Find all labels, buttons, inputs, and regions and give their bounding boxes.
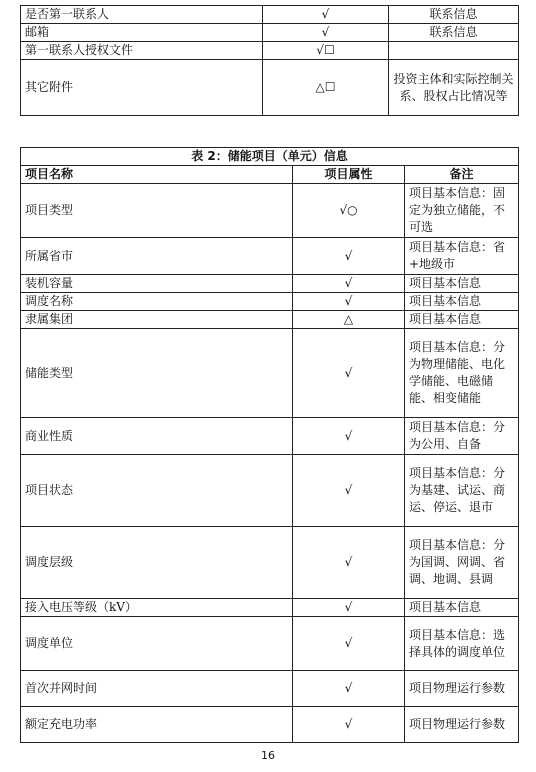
item-name: 储能类型 (21, 329, 293, 418)
item-attribute: √ (293, 238, 405, 275)
table-row (21, 293, 519, 311)
column-header-note: 备注 (405, 166, 519, 184)
item-name: 调度层级 (21, 527, 293, 599)
item-note: 项目物理运行参数 (405, 707, 519, 743)
item-note (389, 42, 519, 60)
item-name: 第一联系人授权文件 (21, 42, 263, 60)
item-name: 其它附件 (21, 60, 263, 116)
table-row (21, 527, 519, 599)
item-note: 项目基本信息：分为公用、自备 (405, 418, 519, 455)
item-note: 项目物理运行参数 (405, 671, 519, 707)
item-attribute: √ (293, 418, 405, 455)
table-row (21, 617, 519, 671)
item-name: 接入电压等级（kV） (21, 599, 293, 617)
item-attribute: √○ (293, 184, 405, 238)
item-name: 是否第一联系人 (21, 6, 263, 24)
item-note: 项目基本信息：分为物理储能、电化学储能、电磁储能、相变储能 (405, 329, 519, 418)
item-attribute: √☐ (263, 42, 389, 60)
item-attribute: √ (293, 599, 405, 617)
item-note: 项目基本信息：分为基建、试运、商运、停运、退市 (405, 455, 519, 527)
item-attribute: √ (293, 329, 405, 418)
item-attribute: √ (293, 275, 405, 293)
table-row (21, 707, 519, 743)
table-title: 表 2：储能项目（单元）信息 (21, 148, 519, 166)
item-name: 装机容量 (21, 275, 293, 293)
item-note: 项目基本信息 (405, 275, 519, 293)
item-name: 所属省市 (21, 238, 293, 275)
item-attribute: √ (293, 671, 405, 707)
table-row (21, 6, 519, 24)
item-attribute: √ (293, 293, 405, 311)
item-note: 项目基本信息：固定为独立储能，不可选 (405, 184, 519, 238)
item-name: 额定充电功率 (21, 707, 293, 743)
table-row (21, 418, 519, 455)
item-attribute: √ (293, 707, 405, 743)
item-note: 项目基本信息：省+地级市 (405, 238, 519, 275)
column-header-attribute: 项目属性 (293, 166, 405, 184)
table-row (21, 275, 519, 293)
item-name: 项目状态 (21, 455, 293, 527)
item-note: 联系信息 (389, 6, 519, 24)
item-note: 项目基本信息 (405, 599, 519, 617)
item-note: 项目基本信息：选择具体的调度单位 (405, 617, 519, 671)
item-name: 商业性质 (21, 418, 293, 455)
item-name: 项目类型 (21, 184, 293, 238)
item-attribute: √ (293, 527, 405, 599)
item-note: 项目基本信息 (405, 311, 519, 329)
item-name: 隶属集团 (21, 311, 293, 329)
table-row (21, 311, 519, 329)
table-row (21, 60, 519, 116)
item-note: 投资主体和实际控制关系、股权占比情况等 (389, 60, 519, 116)
table-row (21, 184, 519, 238)
table-row (21, 671, 519, 707)
column-header-name: 项目名称 (21, 166, 293, 184)
table-row (21, 599, 519, 617)
item-name: 调度名称 (21, 293, 293, 311)
contact-info-table (20, 5, 519, 116)
item-attribute: √ (263, 6, 389, 24)
page-number: 16 (261, 749, 275, 762)
item-attribute: △☐ (263, 60, 389, 116)
item-note: 项目基本信息：分为国调、网调、省调、地调、县调 (405, 527, 519, 599)
item-note: 联系信息 (389, 24, 519, 42)
item-attribute: △ (293, 311, 405, 329)
item-note: 项目基本信息 (405, 293, 519, 311)
table-header-row (21, 166, 519, 184)
table-row (21, 455, 519, 527)
item-attribute: √ (263, 24, 389, 42)
item-attribute: √ (293, 617, 405, 671)
item-name: 首次并网时间 (21, 671, 293, 707)
item-attribute: √ (293, 455, 405, 527)
item-name: 邮箱 (21, 24, 263, 42)
table-row (21, 42, 519, 60)
table-row (21, 238, 519, 275)
table-row (21, 24, 519, 42)
item-name: 调度单位 (21, 617, 293, 671)
storage-project-table (20, 147, 519, 743)
table-row (21, 329, 519, 418)
